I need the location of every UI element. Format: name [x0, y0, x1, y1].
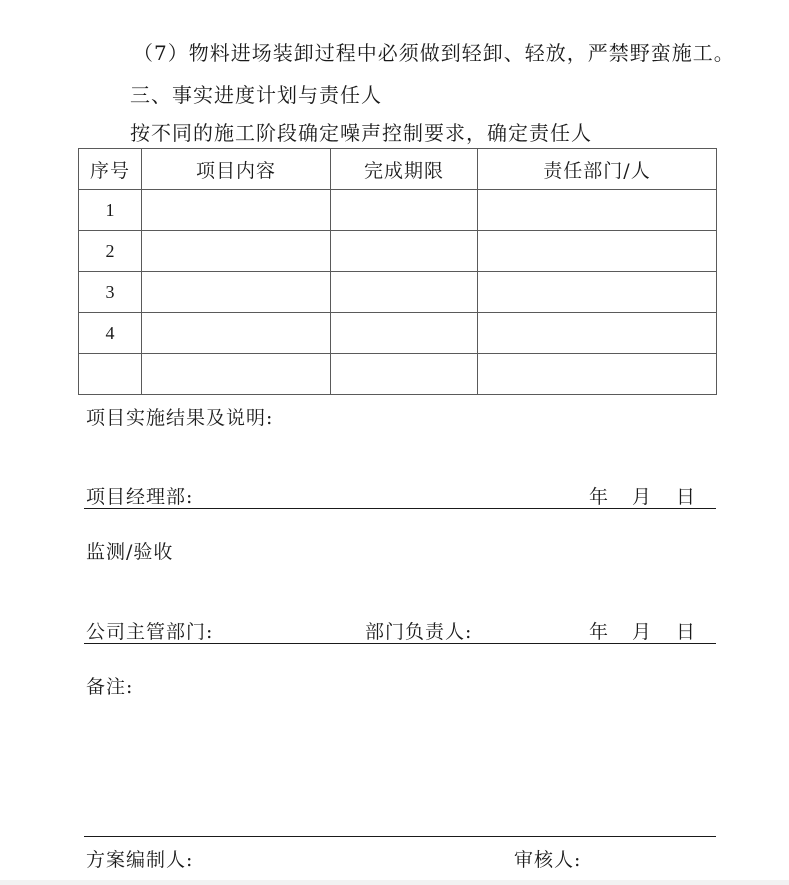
cell-responsible[interactable]	[478, 190, 717, 231]
cell-responsible[interactable]	[478, 313, 717, 354]
cell-deadline[interactable]	[331, 313, 478, 354]
cell-serial: 1	[79, 190, 142, 231]
pm-date-month: 月	[632, 486, 652, 508]
reviewer-label: 审核人:	[514, 849, 582, 871]
cell-serial: 2	[79, 231, 142, 272]
cell-responsible[interactable]	[478, 231, 717, 272]
cell-responsible[interactable]	[478, 354, 717, 395]
cell-content[interactable]	[142, 313, 331, 354]
dept-head-label: 部门负责人:	[365, 621, 473, 643]
pm-signature-line[interactable]	[84, 508, 716, 509]
cell-content[interactable]	[142, 272, 331, 313]
company-date-month: 月	[632, 621, 652, 643]
cell-deadline[interactable]	[331, 231, 478, 272]
header-deadline: 完成期限	[331, 149, 478, 190]
pm-date-day: 日	[676, 486, 696, 508]
company-signature-line[interactable]	[84, 643, 716, 644]
cell-deadline[interactable]	[331, 272, 478, 313]
schedule-table	[78, 148, 717, 395]
table-row	[79, 190, 717, 231]
table-row	[79, 313, 717, 354]
remark-label: 备注:	[86, 676, 134, 698]
cell-content[interactable]	[142, 354, 331, 395]
footer-divider	[84, 836, 716, 837]
section-3-heading: 三、事实进度计划与责任人	[130, 83, 382, 107]
cell-content[interactable]	[142, 190, 331, 231]
cell-deadline[interactable]	[331, 190, 478, 231]
table-row	[79, 272, 717, 313]
item-7-text: （7）物料进场装卸过程中必须做到轻卸、轻放，严禁野蛮施工。	[133, 41, 735, 65]
pm-date-year: 年	[589, 486, 609, 508]
company-dept-label: 公司主管部门:	[86, 621, 214, 643]
intro-text: 按不同的施工阶段确定噪声控制要求，确定责任人	[130, 121, 592, 145]
table-row	[79, 231, 717, 272]
company-date-year: 年	[589, 621, 609, 643]
author-label: 方案编制人:	[86, 849, 194, 871]
result-label: 项目实施结果及说明:	[86, 407, 274, 429]
table-row	[79, 354, 717, 395]
cell-serial	[79, 354, 142, 395]
cell-content[interactable]	[142, 231, 331, 272]
company-date-day: 日	[676, 621, 696, 643]
cell-serial: 3	[79, 272, 142, 313]
cell-serial: 4	[79, 313, 142, 354]
cell-responsible[interactable]	[478, 272, 717, 313]
page-bottom-edge	[0, 880, 789, 885]
pm-label: 项目经理部:	[86, 486, 194, 508]
header-responsible: 责任部门/人	[478, 149, 717, 190]
header-content: 项目内容	[142, 149, 331, 190]
monitor-label: 监测/验收	[86, 541, 174, 563]
header-serial: 序号	[79, 149, 142, 190]
table-header-row	[79, 149, 717, 190]
cell-deadline[interactable]	[331, 354, 478, 395]
